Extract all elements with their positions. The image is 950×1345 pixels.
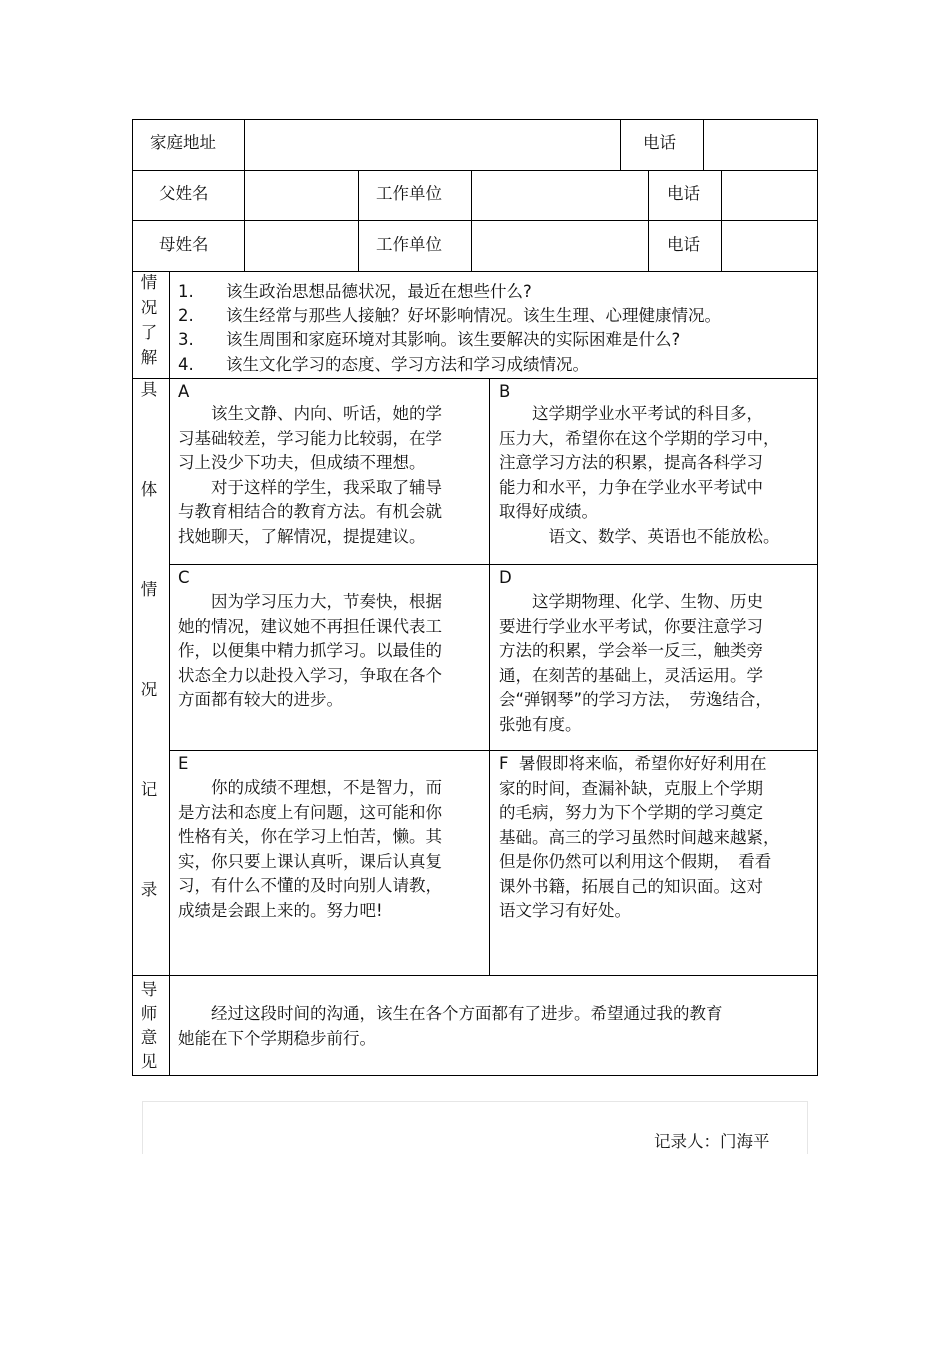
mother-name-label: 母姓名 [159, 235, 209, 254]
address-label: 家庭地址 [150, 133, 216, 152]
record-letter-f: F [499, 754, 509, 773]
advice-label-char: 师 [140, 1004, 158, 1023]
mother-work-label: 工作单位 [376, 235, 442, 254]
record-letter-d: D [499, 568, 512, 587]
situation-item-text: 该生周围和家庭环境对其影响。该生要解决的实际困难是什么? [226, 330, 681, 349]
situation-label-char: 了 [140, 323, 158, 342]
record-text-b: 这学期学业水平考试的科目多， 压力大，希望你在这个学期的学习中， 注意学习方法的积累，提高各科学习 能力和水平，力争在学业水平考试中 取得好成绩。 语文、数学、英语也不能放松。 [499, 404, 780, 546]
records-label-char: 况 [140, 680, 158, 699]
situation-item-number: 3. [178, 330, 194, 349]
records-label-char: 录 [140, 880, 158, 899]
situation-item-number: 4. [178, 355, 194, 374]
situation-label-char: 解 [140, 348, 158, 367]
records-label-char: 体 [140, 480, 158, 499]
situation-item [178, 280, 532, 304]
situation-item [178, 304, 721, 328]
record-letter-b: B [499, 382, 511, 401]
advice-label-char: 意 [140, 1028, 158, 1047]
situation-item-text: 该生文化学习的态度、学习方法和学习成绩情况。 [226, 355, 589, 374]
record-text-f: 暑假即将来临，希望你好好利用在 家的时间，查漏补缺，克服上个学期 的毛病，努力为下个学期的学习奠定 基础。高三的学习虽然时间越来越紧， 但是你仍然可以利用这个假期， 看看 课外书籍，拓展自己的知识面。这对 语文学习有好处。 [499, 754, 780, 920]
father-work-label: 工作单位 [376, 184, 442, 203]
situation-label-char: 情 [140, 273, 158, 292]
situation-item-text: 该生经常与那些人接触？好坏影响情况。该生生理、心理健康情况。 [226, 306, 721, 325]
record-letter-e: E [178, 754, 189, 773]
records-label-char: 记 [140, 780, 158, 799]
record-text-a: 该生文静、内向、听话，她的学 习基础较差，学习能力比较弱，在学 习上没少下功夫，但成绩不理想。 对于这样的学生，我采取了辅导 与教育相结合的教育方法。有机会就 找她聊天，了解情况，提提建议。 [178, 404, 442, 546]
situation-label-char: 况 [140, 298, 158, 317]
situation-item [178, 328, 680, 352]
father-phone-label: 电话 [667, 184, 700, 203]
situation-item [178, 353, 589, 377]
mother-phone-label: 电话 [667, 235, 700, 254]
advice-text: 经过这段时间的沟通，该生在各个方面都有了进步。希望通过我的教育 她能在下个学期稳步前行。 [178, 1004, 723, 1048]
record-text-e: 你的成绩不理想，不是智力，而 是方法和态度上有问题，这可能和你 性格有关，你在学习上怕苦，懒。其 实，你只要上课认真听，课后认真复 习，有什么不懂的及时向别人请教， 成绩是会跟上来的。努力吧! [178, 778, 442, 920]
record-text-d: 这学期物理、化学、生物、历史 要进行学业水平考试，你要注意学习 方法的积累，学会举一反三，触类旁 通，在刻苦的基础上，灵活运用。学 会“弹钢琴”的学习方法， 劳逸结合， 张弛有度。 [499, 592, 772, 734]
situation-item-number: 2. [178, 306, 194, 325]
recorder-label: 记录人：门海平 [654, 1132, 770, 1151]
advice-label-char: 见 [140, 1052, 158, 1071]
record-text-c: 因为学习压力大，节奏快，根据 她的情况，建议她不再担任课代表工 作，以便集中精力抓学习。以最佳的 状态全力以赴投入学习，争取在各个 方面都有较大的进步。 [178, 592, 442, 709]
record-letter-a: A [178, 382, 190, 401]
record-letter-c: C [178, 568, 190, 587]
situation-item-number: 1. [178, 282, 194, 301]
records-label-char: 情 [140, 580, 158, 599]
advice-label-char: 导 [140, 980, 158, 999]
address-phone-label: 电话 [643, 133, 676, 152]
records-label-char: 具 [140, 380, 158, 399]
situation-item-text: 该生政治思想品德状况，最近在想些什么? [226, 282, 532, 301]
father-name-label: 父姓名 [159, 184, 209, 203]
